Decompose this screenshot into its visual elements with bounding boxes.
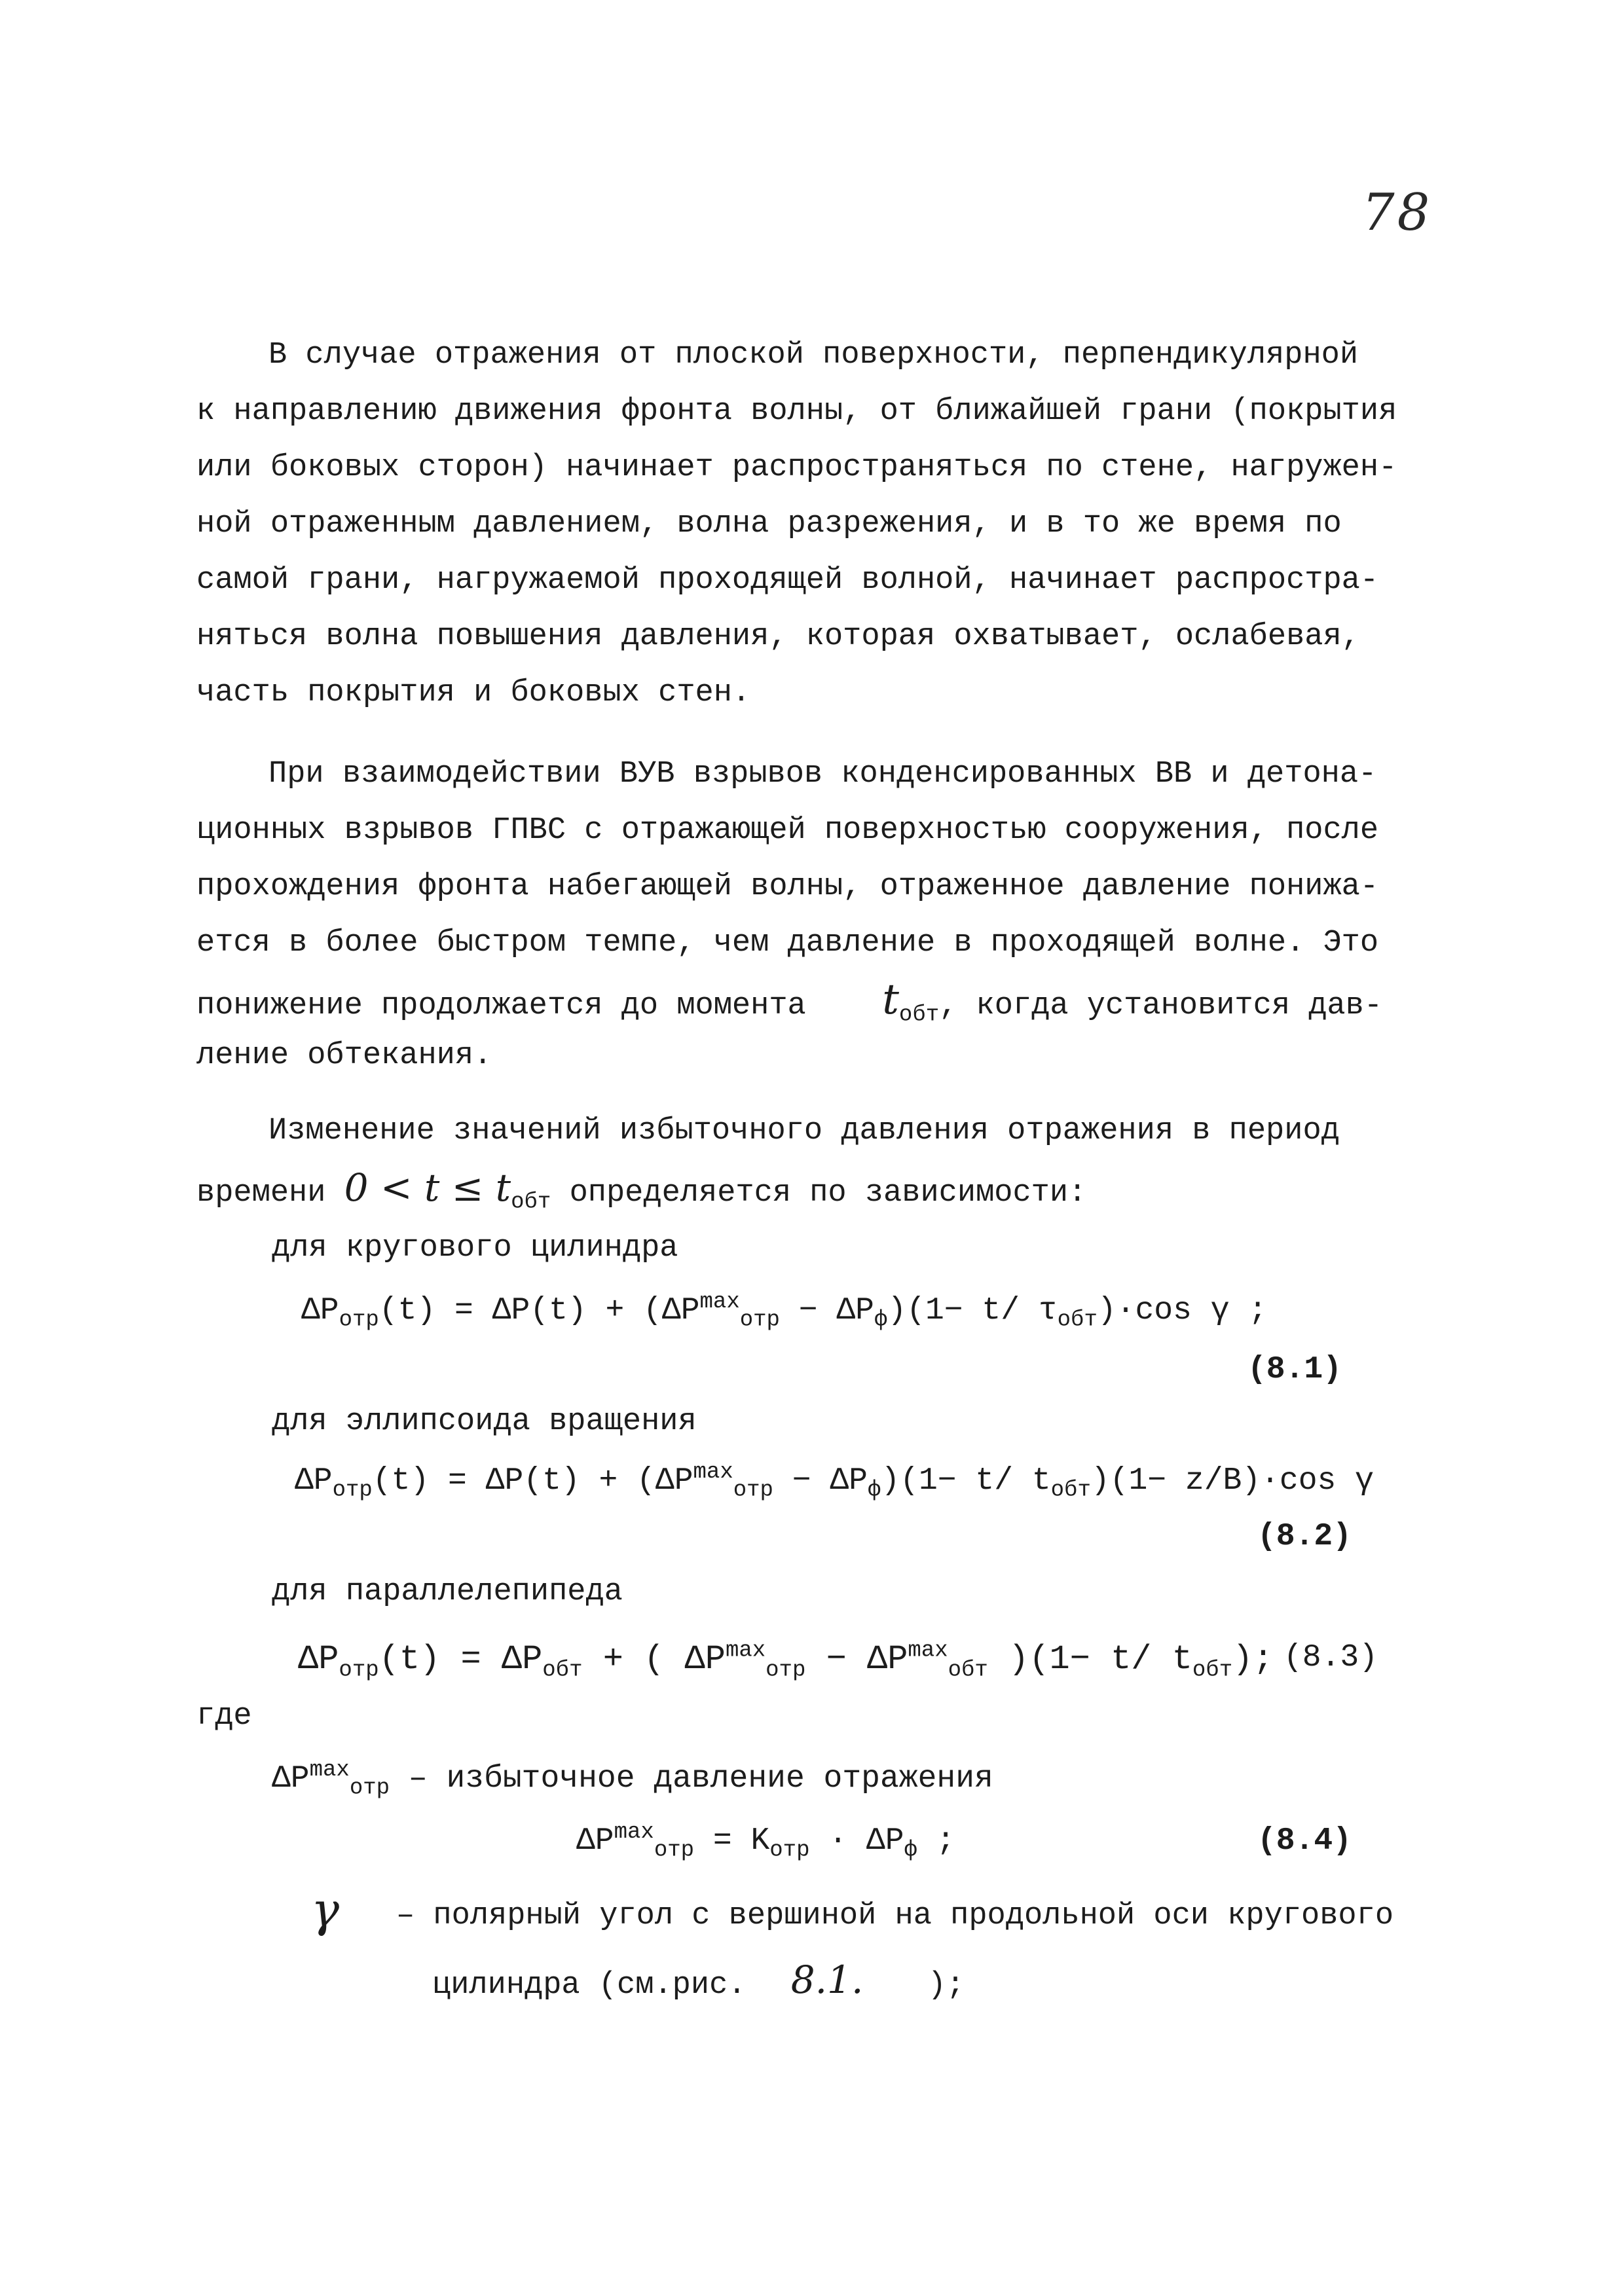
time-symbol: t [882,975,899,1024]
eq-symbol: ΔP [576,1823,614,1859]
eq-fragment: )(1− t/ t [881,1463,1051,1499]
eq-fragment: )(1− t/ τ [887,1293,1058,1328]
paragraph-change [196,1103,1375,1216]
subscript: отр [766,1658,806,1683]
eq-fragment: − ΔP [779,1293,874,1328]
page-number: 78 [1362,183,1433,242]
subscript: отр [349,1776,390,1801]
equation-8-4 [576,1820,955,1863]
eq-fragment: · ΔP [809,1823,904,1859]
superscript: max [614,1820,654,1845]
eq-fragment: (t) = ΔP(t) + (ΔP [378,1293,700,1328]
equation-8-2 [295,1460,1374,1503]
subscript: обт [948,1658,988,1683]
eq-fragment: )(1− z/B)·cos γ [1090,1463,1374,1499]
subscript: обт [511,1190,551,1215]
subscript: отр [332,1478,373,1503]
text-line: ционных взрывов ГПВС с отражающей поверхностью сооружения, после [196,813,1379,848]
gamma-definition-line2 [432,1958,965,2003]
eq-fragment: + ( ΔP [582,1640,726,1679]
text-fragment: определяется по зависимости: [569,1176,1087,1211]
text-line: ной отраженным давлением, волна разрежения, и в то же время по [196,507,1342,541]
eq-fragment: − ΔP [773,1463,868,1499]
superscript: max [699,1290,740,1315]
text-line [196,972,1383,1028]
eq-symbol: ΔP [301,1293,339,1328]
eq-fragment: (t) = ΔP(t) + (ΔP [372,1463,693,1499]
inequality: 0 < t ≤ t [344,1165,511,1210]
text-fragment: цилиндра (см.рис. [432,1968,747,2003]
definition-pressure [272,1758,993,1801]
text-line [196,1159,1375,1216]
superscript: max [908,1638,948,1664]
text-line: няться волна повышения давления, которая охватывает, ослабевая, [196,619,1360,654]
text-line: к направлению движения фронта волны, от ближайшей грани (покрытия [196,394,1397,429]
eq-fragment: ; [917,1823,955,1859]
subscript: отр [769,1838,810,1863]
paragraph-reflection [196,327,1397,721]
text-line: При взаимодействии ВУВ взрывов конденсированных ВВ и детона- [268,757,1377,792]
text-fragment: времени [196,1176,326,1211]
subscript: отр [733,1478,773,1503]
eq2-label: для эллипсоида вращения [272,1404,697,1439]
subscript: ф [874,1307,888,1333]
subscript: обт [1050,1478,1091,1503]
equation-number: (8.4) [1257,1823,1352,1859]
subscript: обт [898,1002,940,1028]
text-fragment: , когда установится дав- [939,989,1383,1023]
eq-fragment: )(1− t/ t [987,1640,1192,1679]
gamma-definition-line1: – полярный угол с вершиной на продольной оси кругового [396,1899,1394,1933]
subscript: отр [339,1658,379,1683]
equation-number: (8.3) [1283,1640,1378,1675]
subscript: обт [1057,1307,1098,1333]
eq-fragment: (t) = ΔP [378,1640,543,1679]
definition-text: – избыточное давление отражения [390,1761,993,1796]
gamma-symbol: γ [311,1882,340,1937]
eq1-label: для кругового цилиндра [272,1231,678,1266]
text-line: В случае отражения от плоской поверхности, перпендикулярной [268,338,1359,373]
eq-fragment: = K [694,1823,770,1859]
text-line: Изменение значений избыточного давления отражения в период [268,1114,1340,1148]
eq-fragment: − ΔP [805,1640,908,1679]
where-word: где [196,1699,252,1734]
eq-symbol: ΔP [272,1761,310,1796]
eq-fragment: )·cos γ ; [1097,1293,1268,1328]
equation-8-1 [301,1290,1268,1333]
eq-fragment: ); [1232,1640,1274,1679]
text-line: часть покрытия и боковых стен. [196,676,751,710]
eq-symbol: ΔP [298,1640,339,1679]
text-fragment: ); [927,1968,965,2003]
superscript: max [309,1758,350,1783]
equation-number: (8.1) [1247,1352,1342,1387]
text-line: ление обтекания. [196,1038,492,1073]
subscript: обт [1192,1658,1233,1683]
text-line: самой грани, нагружаемой проходящей волной, начинает распростра- [196,563,1379,598]
subscript: отр [339,1307,379,1333]
equation-number: (8.2) [1257,1519,1352,1554]
superscript: max [693,1460,733,1485]
subscript: ф [867,1478,881,1503]
subscript: обт [542,1658,583,1683]
text-line: ется в более быстром темпе, чем давление в проходящей волне. Это [196,926,1379,960]
text-fragment: понижение продолжается до момента [196,989,806,1023]
text-line: или боковых сторон) начинает распространяться по стене, нагружен- [196,450,1397,485]
eq-symbol: ΔP [295,1463,333,1499]
subscript: отр [739,1307,780,1333]
figure-reference: 8.1. [790,1958,864,2002]
text-line: прохождения фронта набегающей волны, отраженное давление понижа- [196,869,1379,904]
eq3-label: для параллелепипеда [272,1575,623,1609]
subscript: отр [654,1838,695,1863]
superscript: max [725,1638,766,1664]
subscript: ф [904,1838,917,1863]
equation-8-3 [298,1638,1274,1683]
paragraph-interaction [196,746,1383,1084]
